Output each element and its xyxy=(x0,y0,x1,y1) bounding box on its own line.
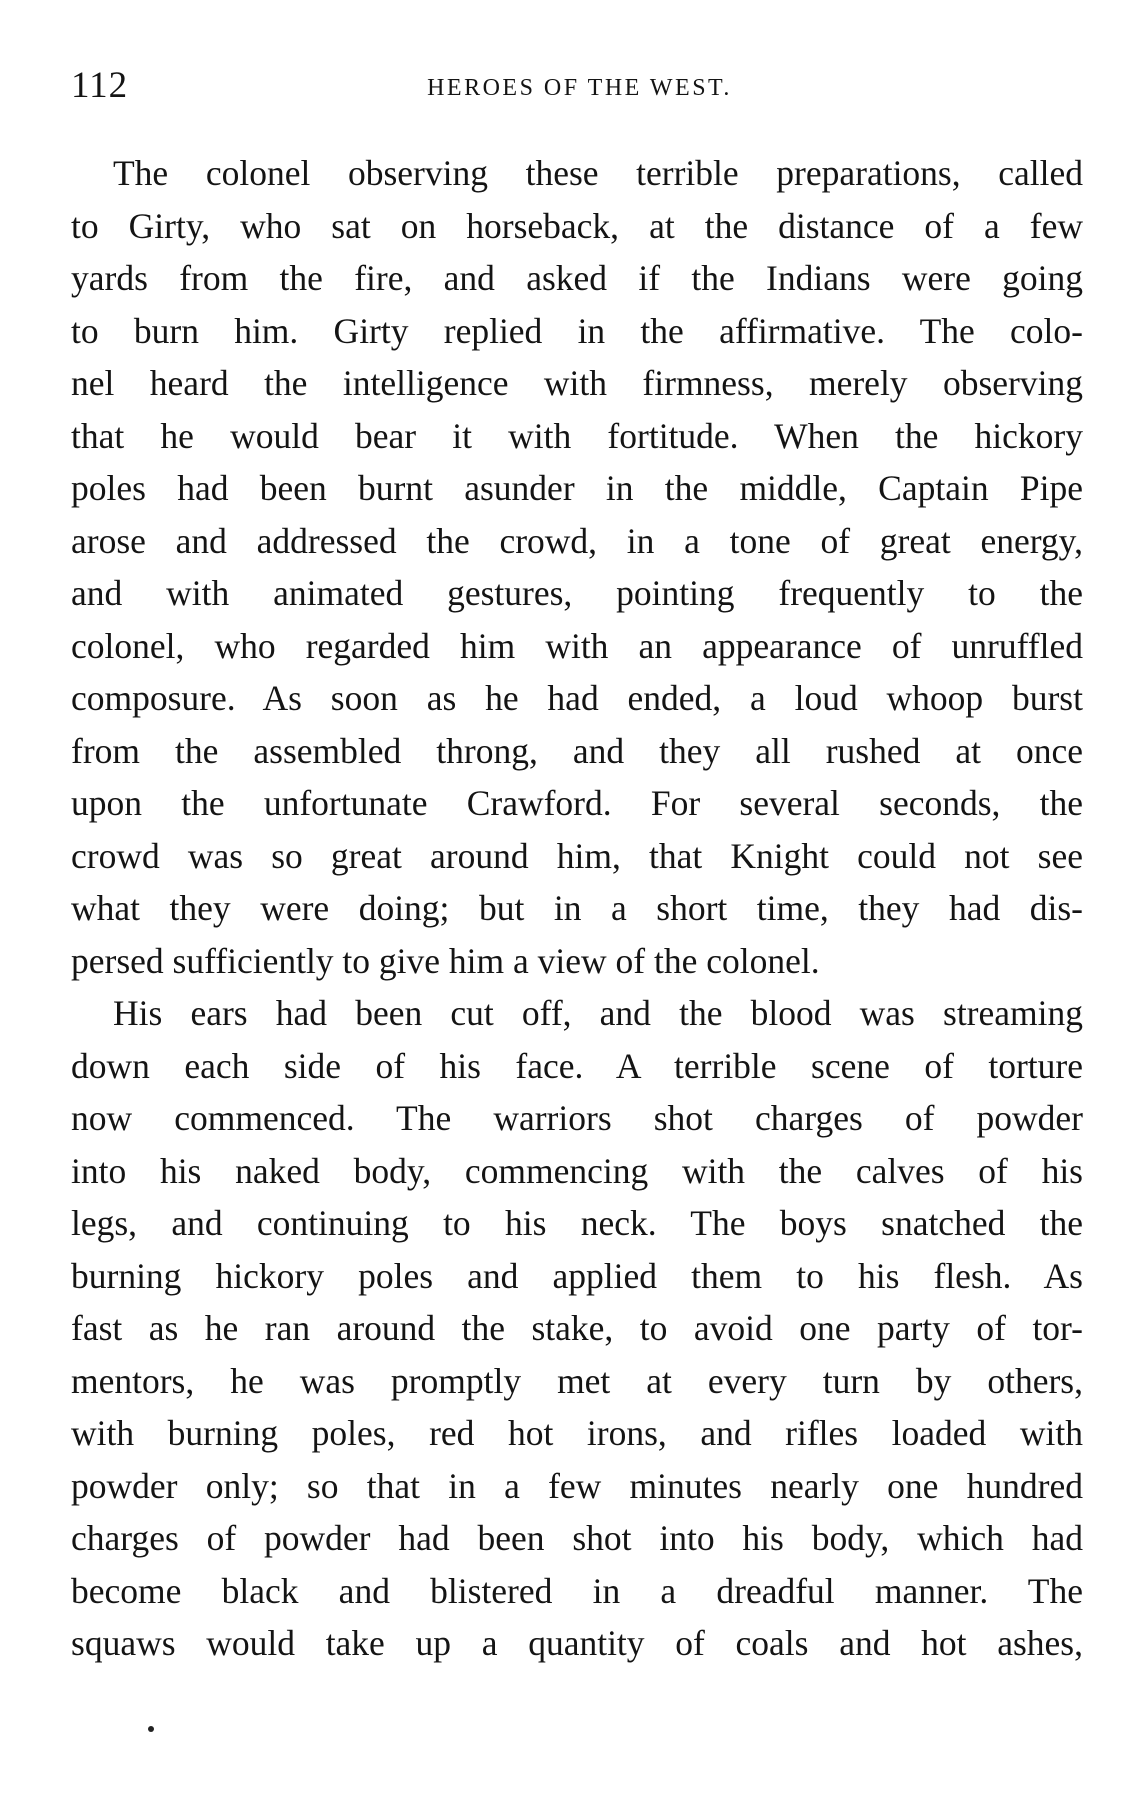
text-line: poles had been burnt asunder in the middle, Captain Pipe xyxy=(71,468,1083,508)
text-line: fast as he ran around the stake, to avoid one party of tor- xyxy=(71,1308,1083,1348)
text-line: The colonel observing these terrible preparations, called xyxy=(113,153,1083,193)
text-line: to Girty, who sat on horseback, at the distance of a few xyxy=(71,205,1083,246)
ink-speck xyxy=(148,1726,154,1732)
text-line: persed sufficiently to give him a view of the colonel. xyxy=(71,940,820,981)
text-line: what they were doing; but in a short time, they had dis- xyxy=(71,888,1083,928)
running-head: HEROES OF THE WEST. xyxy=(427,75,732,101)
text-line: crowd was so great around him, that Knight could not see xyxy=(71,835,1083,876)
text-line: charges of powder had been shot into his body, which had xyxy=(71,1518,1083,1558)
text-line: to burn him. Girty replied in the affirmative. The colo- xyxy=(71,310,1083,351)
text-line: become black and blistered in a dreadful manner. The xyxy=(71,1570,1083,1611)
page-number: 112 xyxy=(71,65,129,106)
text-line: and with animated gestures, pointing frequently to the xyxy=(71,573,1083,613)
text-line: now commenced. The warriors shot charges of powder xyxy=(71,1098,1083,1138)
text-line: composure. As soon as he had ended, a loud whoop burst xyxy=(71,678,1083,718)
text-line: colonel, who regarded him with an appearance of unruffled xyxy=(71,625,1083,666)
text-line: from the assembled throng, and they all rushed at once xyxy=(71,730,1083,771)
text-line: with burning poles, red hot irons, and rifles loaded with xyxy=(71,1413,1083,1453)
text-line: that he would bear it with fortitude. When the hickory xyxy=(71,415,1083,456)
text-line: into his naked body, commencing with the calves of his xyxy=(71,1150,1083,1191)
text-line: squaws would take up a quantity of coals and hot ashes, xyxy=(71,1623,1083,1663)
body-text xyxy=(71,147,1083,1670)
text-line: powder only; so that in a few minutes nearly one hundred xyxy=(71,1465,1083,1506)
text-line: mentors, he was promptly met at every turn by others, xyxy=(71,1360,1083,1401)
text-line: yards from the fire, and asked if the Indians were going xyxy=(71,258,1083,298)
text-line: His ears had been cut off, and the blood was streaming xyxy=(113,993,1083,1033)
text-line: legs, and continuing to his neck. The boys snatched the xyxy=(71,1203,1083,1243)
text-line: arose and addressed the crowd, in a tone of great energy, xyxy=(71,520,1083,561)
text-line: burning hickory poles and applied them to his flesh. As xyxy=(71,1255,1083,1296)
text-line: upon the unfortunate Crawford. For several seconds, the xyxy=(71,783,1083,823)
text-line: down each side of his face. A terrible scene of torture xyxy=(71,1045,1083,1086)
text-line: nel heard the intelligence with firmness, merely observing xyxy=(71,363,1083,403)
